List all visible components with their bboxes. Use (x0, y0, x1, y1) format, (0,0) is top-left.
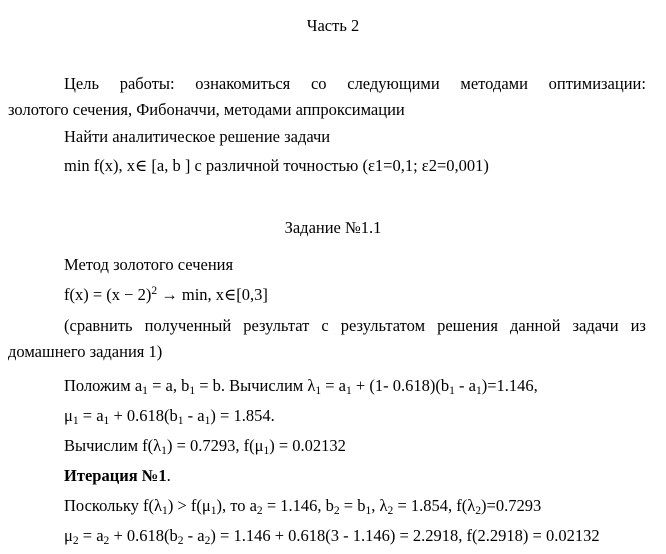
word: с (321, 316, 329, 335)
compare-line-2: домашнего задания 1) (8, 342, 163, 361)
word: ознакомиться (195, 74, 291, 93)
word: результат (243, 316, 310, 335)
problem-pre: min f(x), x (64, 156, 136, 175)
word: данной (510, 316, 561, 335)
word: со (310, 74, 327, 93)
iteration-title: Итерация №1 (64, 466, 167, 485)
word: задачи (572, 316, 619, 335)
init-line-1: Положим $a_1 = a$, $b_1 = b$. Вычислим $\lambda_1 = a_1 + (1-$ $0.618)(b_1 - a_1)=1.146$, (64, 376, 538, 397)
iteration-line-2: $\mu_2 = a_2 + 0.618(b_2 - a_2) = 1.146 + 0.618(3 - 1.146) = 2.2918$, f(2.2918) = 0.02132 (64, 526, 600, 547)
word: (сравнить (64, 316, 133, 335)
function-domain: [0,3] (236, 285, 268, 304)
element-of-symbol: ∈ (135, 156, 148, 175)
compare-line-1 (64, 316, 646, 336)
iteration-heading (64, 466, 171, 486)
init-line-3: Вычислим $f(\lambda_1) = 0.7293$, $f(\mu_1) = 0.02132$ (64, 436, 346, 457)
iteration-line-1: Поскольку $f(\lambda_1) > f(\mu_1)$, то $a_2 = 1.146$, $b_2 = b_1$, $\lambda_2 = 1.854$, $f(\lambda_2)=0.7293$ (64, 496, 542, 517)
word: оптимизации: (548, 74, 646, 93)
problem-statement (64, 156, 489, 176)
init-line-2: $\mu_1 = a_1 + 0.618(b_1 - a_1) = 1.854$. (64, 406, 275, 427)
function-lhs: f(x) = (x − 2) (64, 285, 152, 304)
function-line (64, 285, 268, 305)
iteration-dot: . (166, 466, 171, 485)
word: Цель (64, 74, 99, 93)
goal-line-2: золотого сечения, Фибоначчи, методами аппроксимации (8, 100, 405, 119)
word: следующими (347, 74, 440, 93)
goal-line-1 (64, 74, 646, 94)
section-title: Часть 2 (306, 16, 360, 35)
function-power: 2 (151, 285, 158, 297)
problem-post: [a, b ] с различной точностью (ε1=0,1; ε2=0,001) (147, 156, 489, 175)
word: из (630, 316, 646, 335)
element-of-symbol: ∈ (224, 285, 237, 304)
method-name: Метод золотого сечения (64, 255, 234, 274)
assignment-title: Задание №1.1 (284, 218, 382, 237)
word: результатом (340, 316, 426, 335)
word: работы: (119, 74, 175, 93)
word: решения (437, 316, 498, 335)
word: полученный (144, 316, 232, 335)
word: методами (460, 74, 528, 93)
function-mid: → min, x (157, 285, 225, 304)
task-line: Найти аналитическое решение задачи (64, 127, 331, 146)
